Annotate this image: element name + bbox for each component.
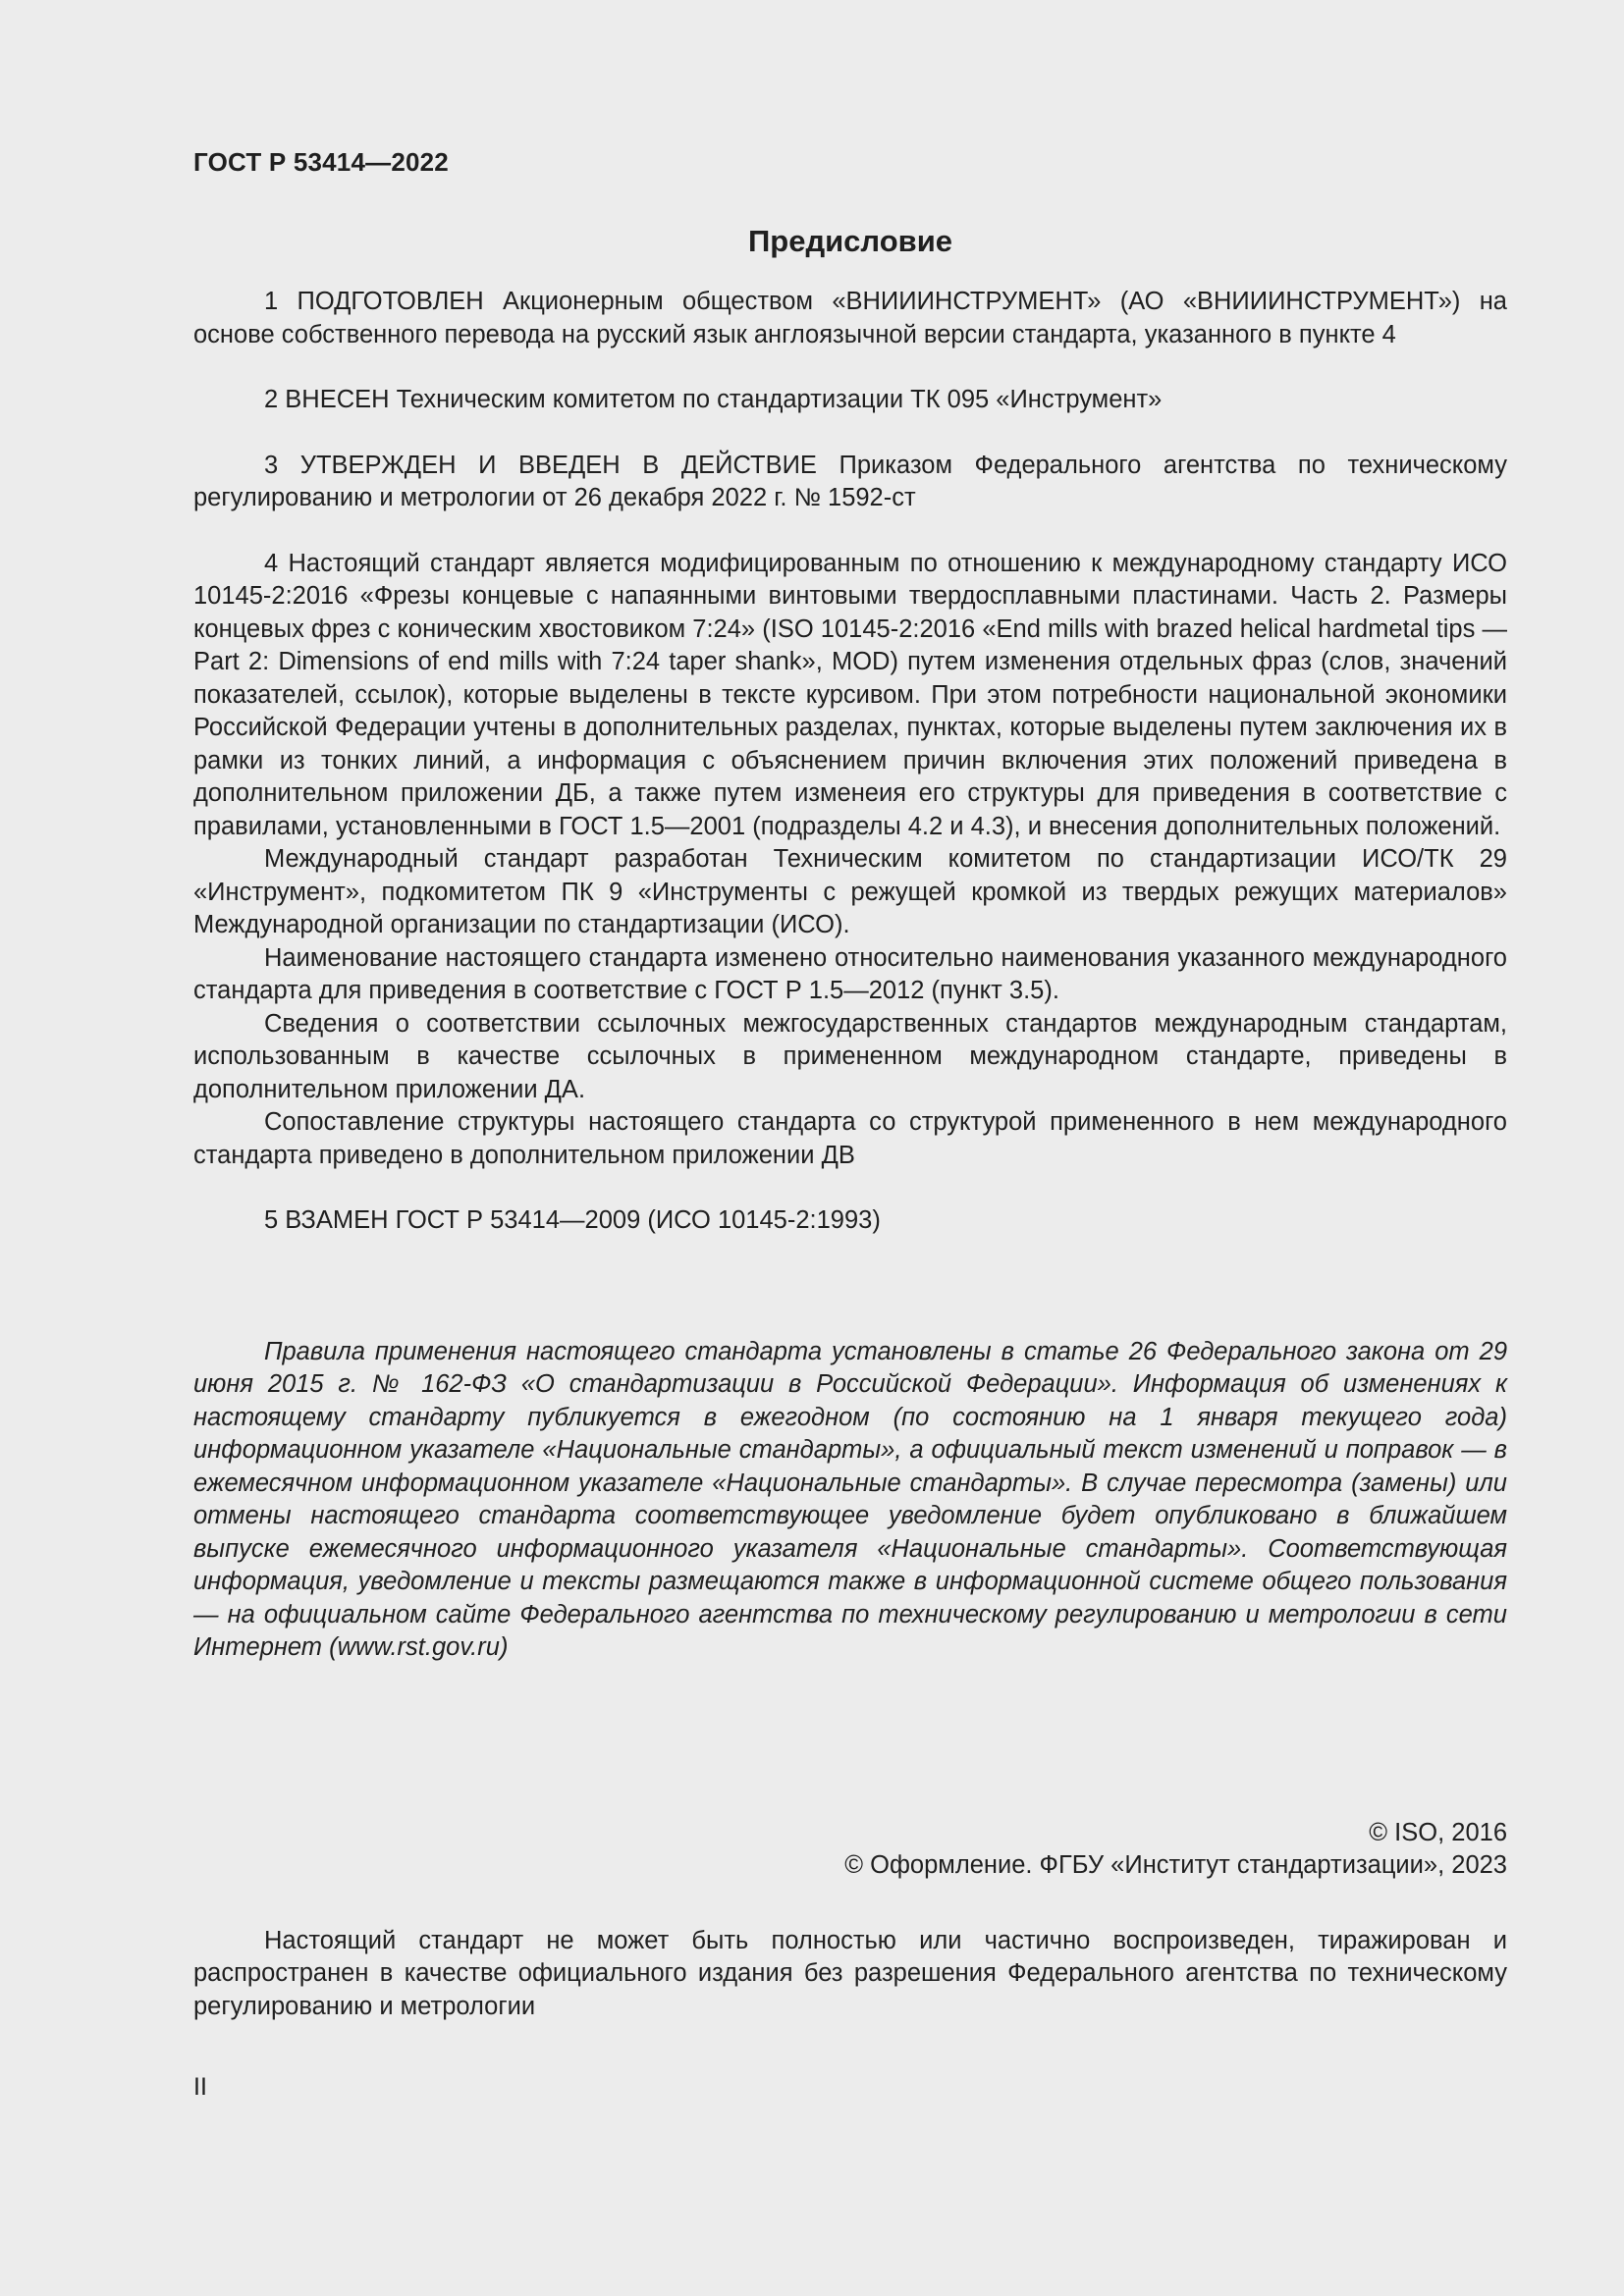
spacer (193, 1238, 1507, 1336)
rights-notice: Настоящий стандарт не может быть полностью или частично воспроизведен, тиражирован и распространен в качестве официального издания без разрешения Федерального агентства по техническому регулированию и метрологии (193, 1926, 1507, 2020)
page-title: Предисловие (747, 224, 952, 258)
copyright-design: © Оформление. ФГБУ «Институт стандартизации», 2023 (844, 1851, 1507, 1879)
copyright-iso: © ISO, 2016 (1369, 1818, 1507, 1846)
foreword-item-4-international: Международный стандарт разработан Техническим комитетом по стандартизации ИСО/ТК 29 «Инструмент», подкомитетом ПК 9 «Инструменты с режущей кромкой из твердых режущих материалов» Международной организации по стандартизации (ИСО). (193, 845, 1507, 938)
spacer (193, 1883, 1507, 1925)
document-code: ГОСТ Р 53414—2022 (193, 147, 449, 177)
spacer (193, 417, 1507, 450)
foreword-item-5: 5 ВЗАМЕН ГОСТ Р 53414—2009 (ИСО 10145-2:1993) (264, 1206, 881, 1234)
foreword-item-3: 3 УТВЕРЖДЕН И ВВЕДЕН В ДЕЙСТВИЕ Приказом Федерального агентства по техническому регулированию и метрологии от 26 декабря 2022 г. № 1592-ст (193, 451, 1507, 511)
spacer (193, 1665, 1507, 1817)
page-content (193, 221, 1507, 2023)
spacer (193, 351, 1507, 384)
foreword-item-4-name-change: Наименование настоящего стандарта изменено относительно наименования указанного международного стандарта для приведения в соответствие с ГОСТ Р 1.5—2012 (пункт 3.5). (193, 943, 1507, 1004)
spacer (193, 515, 1507, 548)
foreword-item-2: 2 ВНЕСЕН Техническим комитетом по стандартизации ТК 095 «Инструмент» (264, 386, 1163, 413)
spacer (193, 1172, 1507, 1204)
application-rules-text: Правила применения настоящего стандарта установлены в статье 26 Федерального закона от 29 июня 2015 г. № 162-ФЗ «О стандартизации в Российской Федерации». Информация об изменениях к настоящему стандарту публикуется в ежегодном (по состоянию на 1 января текущего года) информационном указателе «Национальные стандарты», а официальный текст изменений и поправок — в ежемесячном информационном указателе «Национальные стандарты». В случае пересмотра (замены) или отмены настоящего стандарта соответствующее уведомление будет опубликовано в ближайшем выпуске ежемесячного информационного указателя «Национальные стандарты». Соответствующая информация, уведомление и тексты размещаются также в информационной системе общего пользования — на официальном сайте Федерального агентства по техническому регулированию и метрологии в сети Интернет (www.rst.gov.ru) (193, 1337, 1507, 1661)
foreword-item-4: 4 Настоящий стандарт является модифицированным по отношению к международному стандарту ИСО 10145-2:2016 «Фрезы концевые с напаянными винтовыми твердосплавными пластинами. Часть 2. Размеры концевых фрез с коническим хвостовиком 7:24» (ISO 10145-2:2016 «End mills with brazed helical hardmetal tips — Part 2: Dimensions of end mills with 7:24 taper shank», MOD) путем изменения отдельных фраз (слов, значений показателей, ссылок), которые выделены в тексте курсивом. При этом потребности национальной экономики Российской Федерации учтены в дополнительных разделах, пунктах, которые выделены путем заключения их в рамки из тонких линий, а информация с объяснением причин включения этих положений приведена в дополнительном приложении ДБ, а также путем изменеия его структуры для приведения в соответствие с правилами, установленными в ГОСТ 1.5—2001 (подразделы 4.2 и 4.3), и внесения дополнительных положений. (193, 549, 1507, 840)
foreword-item-4-references: Сведения о соответствии ссылочных межгосударственных стандартов международным стандартам, использованным в качестве ссылочных в примененном международном стандарте, приведены в дополнительном приложении ДА. (193, 1009, 1507, 1103)
foreword-item-1: 1 ПОДГОТОВЛЕН Акционерным обществом «ВНИИИНСТРУМЕНТ» (АО «ВНИИИНСТРУМЕНТ») на основе собственного перевода на русский язык англоязычной версии стандарта, указанного в пункте 4 (193, 288, 1507, 348)
copyright-block (193, 1817, 1507, 1883)
application-rules-notice (193, 1336, 1507, 1665)
page-number: II (193, 2073, 207, 2101)
foreword-item-4-structure: Сопоставление структуры настоящего стандарта со структурой примененного в нем международного стандарта приведено в дополнительном приложении ДВ (193, 1108, 1507, 1169)
